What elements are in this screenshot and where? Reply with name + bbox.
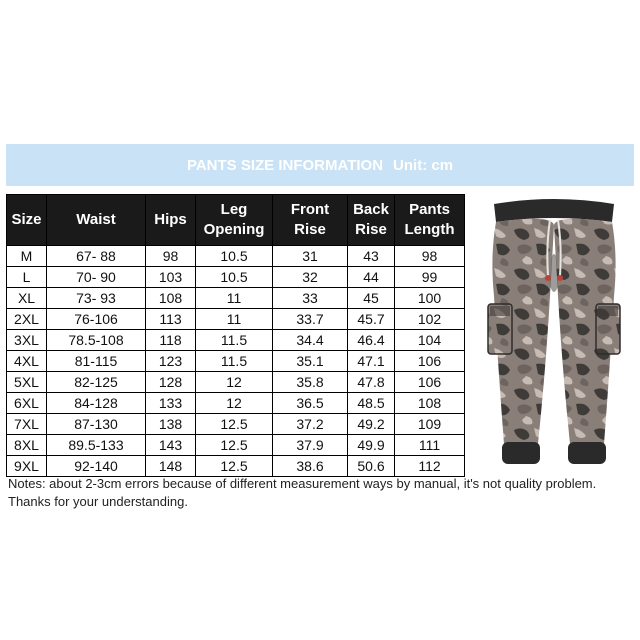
table-cell: 12.5	[196, 414, 273, 435]
table-row	[7, 309, 465, 330]
table-cell: 44	[348, 267, 395, 288]
table-cell: 37.2	[273, 414, 348, 435]
table-body	[7, 246, 465, 477]
table-cell: 12	[196, 372, 273, 393]
table-cell: 92-140	[47, 456, 146, 477]
table-row	[7, 267, 465, 288]
table-cell: 49.2	[348, 414, 395, 435]
table-cell: 89.5-133	[47, 435, 146, 456]
table-cell: 143	[146, 435, 196, 456]
table-row	[7, 246, 465, 267]
table-cell: 104	[395, 330, 465, 351]
table-row	[7, 414, 465, 435]
table-cell: 50.6	[348, 456, 395, 477]
table-row	[7, 330, 465, 351]
table-row	[7, 351, 465, 372]
pants-image	[472, 186, 636, 472]
table-cell: 67- 88	[47, 246, 146, 267]
size-info-banner	[6, 144, 634, 186]
table-cell: 100	[395, 288, 465, 309]
table-cell: M	[7, 246, 47, 267]
table-cell: 84-128	[47, 393, 146, 414]
banner-unit: Unit: cm	[393, 156, 454, 174]
table-row	[7, 288, 465, 309]
table-cell: 108	[146, 288, 196, 309]
pants-cuff-right	[568, 442, 606, 464]
table-cell: 32	[273, 267, 348, 288]
table-cell: 8XL	[7, 435, 47, 456]
header-leg-opening: Leg Opening	[196, 195, 273, 246]
table-cell: 113	[146, 309, 196, 330]
notes-line-1: Notes: about 2-3cm errors because of different measurement ways by manual, it's not quality problem.	[8, 476, 597, 491]
table-cell: 70- 90	[47, 267, 146, 288]
table-cell: 11	[196, 309, 273, 330]
table-cell: 31	[273, 246, 348, 267]
table-cell: 47.8	[348, 372, 395, 393]
table-cell: 46.4	[348, 330, 395, 351]
table-row	[7, 435, 465, 456]
table-row	[7, 393, 465, 414]
header-front-rise: Front Rise	[273, 195, 348, 246]
table-cell: 99	[395, 267, 465, 288]
header-size: Size	[7, 195, 47, 246]
table-cell: 111	[395, 435, 465, 456]
header-hips: Hips	[146, 195, 196, 246]
table-cell: 133	[146, 393, 196, 414]
table-cell: 102	[395, 309, 465, 330]
table-cell: 45	[348, 288, 395, 309]
table-cell: 103	[146, 267, 196, 288]
table-header-row	[7, 195, 465, 246]
table-cell: 10.5	[196, 246, 273, 267]
table-row	[7, 372, 465, 393]
table-cell: 45.7	[348, 309, 395, 330]
table-cell: 108	[395, 393, 465, 414]
table-cell: 49.9	[348, 435, 395, 456]
table-cell: 12.5	[196, 456, 273, 477]
table-cell: 82-125	[47, 372, 146, 393]
table-cell: 7XL	[7, 414, 47, 435]
table-cell: 37.9	[273, 435, 348, 456]
table-cell: 5XL	[7, 372, 47, 393]
table-cell: 11.5	[196, 330, 273, 351]
header-waist: Waist	[47, 195, 146, 246]
table-cell: 106	[395, 372, 465, 393]
table-cell: 123	[146, 351, 196, 372]
table-cell: 118	[146, 330, 196, 351]
table-cell: 12	[196, 393, 273, 414]
table-cell: 36.5	[273, 393, 348, 414]
table-cell: 48.5	[348, 393, 395, 414]
header-pants-length: Pants Length	[395, 195, 465, 246]
table-cell: 35.1	[273, 351, 348, 372]
pants-cuff-left	[502, 442, 540, 464]
table-cell: 3XL	[7, 330, 47, 351]
table-cell: 109	[395, 414, 465, 435]
table-cell: 33	[273, 288, 348, 309]
table-cell: 87-130	[47, 414, 146, 435]
table-cell: 47.1	[348, 351, 395, 372]
table-cell: 11.5	[196, 351, 273, 372]
table-cell: 98	[395, 246, 465, 267]
table-cell: L	[7, 267, 47, 288]
table-row	[7, 456, 465, 477]
table-cell: 81-115	[47, 351, 146, 372]
notes	[8, 475, 634, 511]
table-cell: 138	[146, 414, 196, 435]
banner-title: PANTS SIZE INFORMATION	[186, 156, 384, 174]
table-cell: 76-106	[47, 309, 146, 330]
table-cell: 98	[146, 246, 196, 267]
pants-waistband	[494, 199, 614, 222]
table-cell: 9XL	[7, 456, 47, 477]
table-cell: 73- 93	[47, 288, 146, 309]
table-cell: 4XL	[7, 351, 47, 372]
table-cell: 128	[146, 372, 196, 393]
table-cell: 106	[395, 351, 465, 372]
table-cell: XL	[7, 288, 47, 309]
table-cell: 11	[196, 288, 273, 309]
table-cell: 6XL	[7, 393, 47, 414]
table-cell: 148	[146, 456, 196, 477]
notes-line-2: Thanks for your understanding.	[8, 494, 188, 509]
table-cell: 10.5	[196, 267, 273, 288]
table-cell: 35.8	[273, 372, 348, 393]
header-back-rise: Back Rise	[348, 195, 395, 246]
table-cell: 34.4	[273, 330, 348, 351]
table-cell: 12.5	[196, 435, 273, 456]
table-cell: 38.6	[273, 456, 348, 477]
table-cell: 2XL	[7, 309, 47, 330]
table-cell: 78.5-108	[47, 330, 146, 351]
table-cell: 43	[348, 246, 395, 267]
size-table	[6, 194, 465, 477]
table-cell: 112	[395, 456, 465, 477]
table-cell: 33.7	[273, 309, 348, 330]
